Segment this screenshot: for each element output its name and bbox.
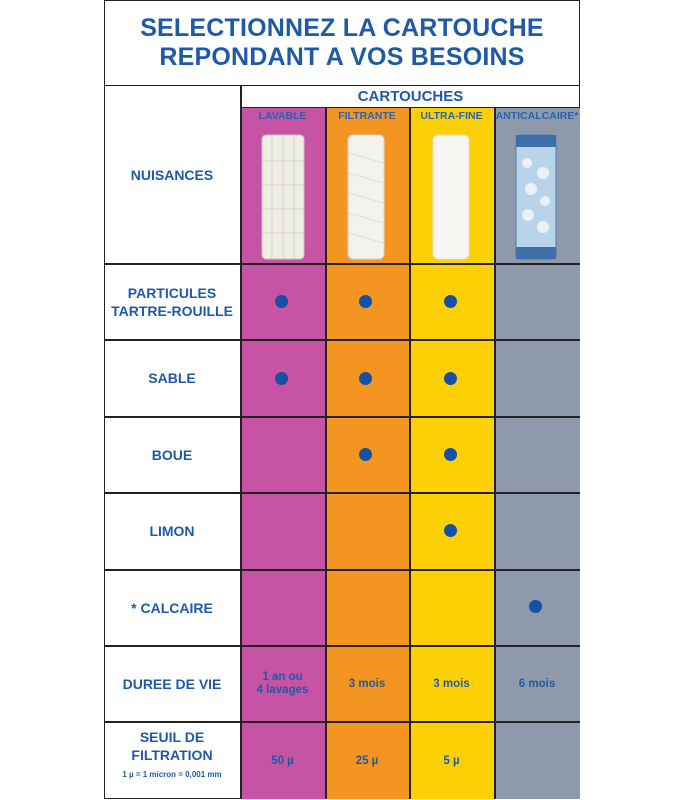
mark-dot <box>359 295 372 308</box>
column-header-lavable: LAVABLE <box>258 110 307 122</box>
mark-dot <box>359 372 372 385</box>
lavable-cartridge-image <box>258 133 308 261</box>
mark-dot <box>444 524 457 537</box>
row-label-limon: LIMON <box>149 523 195 539</box>
mark-dot <box>444 448 457 461</box>
mark-dot <box>444 295 457 308</box>
seuil-filtrante: 25 µ <box>355 754 379 767</box>
row-label-sable: SABLE <box>148 370 196 386</box>
filtrante-cartridge-image <box>345 133 387 261</box>
title-line-1: SELECTIONNEZ LA CARTOUCHE <box>140 13 544 42</box>
row-label-boue: BOUE <box>151 446 193 463</box>
duree-ultra-fine: 3 mois <box>433 677 470 690</box>
mark-dot <box>275 295 288 308</box>
duree-lavable: 1 an ou 4 lavages <box>256 671 309 696</box>
cartouches-header: CARTOUCHES <box>240 86 580 108</box>
divider-horizontal <box>104 721 580 723</box>
seuil-ultra-fine: 5 µ <box>443 754 460 767</box>
row-label-seuil-de-filtration: SEUIL DE FILTRATION 1 µ = 1 micron = 0,001 mm <box>122 729 222 779</box>
mark-dot <box>529 600 542 613</box>
ultra-fine-cartridge-image <box>430 133 472 261</box>
column-header-ultra-fine: ULTRA-FINE <box>420 110 483 122</box>
row-label-duree-de-vie: DUREE DE VIE <box>122 675 222 692</box>
mark-dot <box>275 372 288 385</box>
anticalcaire-cartridge-image <box>513 133 559 261</box>
duree-anticalcaire: 6 mois <box>518 677 556 690</box>
row-label-calcaire: * CALCAIRE <box>131 599 213 616</box>
micron-footnote: 1 µ = 1 micron = 0,001 mm <box>122 770 222 779</box>
row-label-particules: PARTICULES TARTRE-ROUILLE <box>111 284 233 319</box>
mark-dot <box>444 372 457 385</box>
duree-filtrante: 3 mois <box>348 677 386 690</box>
seuil-lavable: 50 µ <box>271 754 294 767</box>
title-line-2: REPONDANT A VOS BESOINS <box>159 42 525 71</box>
row-label-nuisances: NUISANCES <box>130 166 214 183</box>
page-title <box>104 0 580 86</box>
mark-dot <box>359 448 372 461</box>
column-header-filtrante: FILTRANTE <box>338 110 396 122</box>
column-header-anticalcaire: ANTICALCAIRE* <box>495 110 579 122</box>
